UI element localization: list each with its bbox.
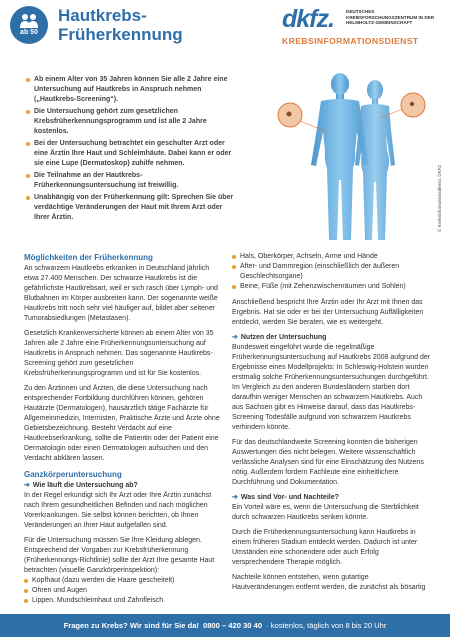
list-item: Ohren und Augen [24,586,224,596]
logo-wordmark: dkfz. [282,5,334,33]
page-title [58,6,228,44]
people-icon [18,13,40,29]
paragraph: Nachteile können entstehen, wenn gutartige Hautveränderungen entfernt werden, die zunächst als bösartig [232,574,426,591]
dkfz-logo [282,6,447,56]
body-illustration [245,70,445,245]
age-badge [10,6,48,44]
section-heading: Möglichkeiten der Früherkennung [24,253,153,262]
paragraph: Für das deutschlandweite Screening konnten die bisherigen Auswertungen dies nicht belegen. Weitere wissenschaftlich verlässliche Analysen sind für eine Einschätzung des Nutzens nötig. Außerdem fordern Fachleute eine einheitlichere Durchführung und Dokumentation. [232,439,424,486]
list-item: After- und Dammregion (einschließlich der äußeren Geschlechtsorgane) [232,262,432,282]
header [0,0,450,72]
hotline-footer [0,614,450,637]
section-heading: Ganzkörperuntersuchung [24,470,122,479]
right-column [232,252,432,598]
subheading: ➔ Nutzen der Untersuchung [232,334,327,341]
intro-item: Unabhängig von der Früherkennung gilt: Sprechen Sie über verdächtige Veränderungen der Haut mit Ihrem Arzt oder Ihrer Ärztin. [26,193,238,223]
body-area-list [232,252,432,292]
paragraph: Gesetzlich Krankenversicherte können ab einem Alter von 35 Jahren alle 2 Jahre eine Früherkennungsuntersuchung auf Hautkrebs in Anspruch nehmen. Das sogenannte Hautkrebs-Screening gehört zum gesetzlichen Krebsfrüherkennungsprogramm und ist für Sie kostenlos. [24,330,214,377]
paragraph: An schwarzem Hautkrebs erkranken in Deutschland jährlich etwa 27.400 Menschen. Der schwarze Hautkrebs ist die gefährlichste Hautkrebsart, weil er sich rasch über Lymph- und Blutbahnen im Körper ausbreiten kann. Der sogenannte weiße Hautkrebs tritt noch sehr viel häufiger auf, bildet aber seltener Tumorabsiedlungen (Metastasen). [24,265,218,322]
logo-kid: KREBSINFORMATIONSDIENST [282,36,419,46]
left-column [24,252,224,606]
logo-subtitle: DEUTSCHES KREBSFORSCHUNGSZENTRUM IN DER HELMHOLTZ-GEMEINSCHAFT [346,9,435,26]
footer-question: Fragen zu Krebs? Wir sind für Sie da! [63,621,199,630]
paragraph: Anschließend bespricht Ihre Ärztin oder Ihr Arzt mit Ihnen das Ergebnis. Hat sie oder er bei der Untersuchung Auffälligkeiten entdeckt, werden Sie beraten, wie es weitergeht. [232,299,424,326]
paragraph: Ein Vorteil wäre es, wenn die Untersuchung die Sterblichkeit durch schwarzen Hautkrebs senken könnte. [232,504,419,521]
paragraph: Zu den Ärztinnen und Ärzten, die diese Untersuchung nach entsprechender Fortbildung durchführen können, gehören Hautärzte (Dermatologen), hausärztlich tätige Fachärzte für Allgemeinmedizin, Internisten, Praktische Ärzte und Ärzte ohne Gebietsbezeichnung. Besteht Verdacht auf eine Hautkrebserkrankung, sollte die Patientin oder der Patient eine Dermatologin oder einen Dermatologen aufsuchen und den Verdacht abklären lassen. [24,385,220,462]
hotline-number[interactable]: 0800 – 420 30 40 [202,621,263,630]
image-copyright: © Krebsinformationsdienst, DKFZ [437,164,442,232]
intro-item: Ab einem Alter von 35 Jahren können Sie alle 2 Jahre eine Untersuchung auf Hautkrebs in Anspruch nehmen („Hautkrebs-Screening“). [26,75,238,105]
paragraph: In der Regel erkundigt sich Ihr Arzt oder Ihre Ärztin zunächst nach Ihrem gesundheitlichen Befinden und nach möglichen Vorerkrankungen. Sie selbst können berichten, ob Ihnen Veränderungen an Ihrer Haut aufgefallen sind. [24,492,212,529]
list-item: Lippen, Mundschleimhaut und Zahnfleisch [24,596,224,606]
intro-item: Bei der Untersuchung betrachtet ein geschulter Arzt oder eine Ärztin Ihre Haut und Schleimhäute. Dabei kann er oder sie eine Lupe (Dermatoskop) zuhilfe nehmen. [26,139,238,169]
subheading: ➔ Wie läuft die Untersuchung ab? [24,482,138,489]
paragraph: Bundesweit eingeführt wurde die regelmäßige Früherkennungsuntersuchung auf Hautkrebs 2008 aufgrund der Ergebnisse eines Modellprojekts: In Schleswig-Holstein wurden erstmalig solche Früherkennungsuntersuchungen durchgeführt. Im Vergleich zu den anderen Bundesländern starben dort daraufhin weniger Menschen an schwarzem Hautkrebs. Auch aus Sachsen gibt es Hinweise darauf, dass das Hautkrebs-Screening Todesfälle aufgrund von schwarzem Hautkrebs verhindern könnte. [232,344,431,431]
arrow-icon: ➔ [232,494,238,501]
subheading: ➔ Was sind Vor- und Nachteile? [232,494,339,501]
list-item: Beine, Füße (mit Zehenzwischenräumen und Sohlen) [232,282,432,292]
title-line-2: Früherkennung [58,25,183,44]
badge-label: ab 50 [20,29,38,36]
list-item: Kopfhaut (dazu werden die Haare gescheitelt) [24,576,224,586]
paragraph: Für die Untersuchung müssen Sie Ihre Kleidung ablegen. Entsprechend der Vorgaben zur Krebsfrüherkennung (Früherkennungs-Richtlinie) sollte der Arzt Ihre gesamte Haut betrachten (visuelle Ganzkörperinspektion): [24,537,215,574]
list-item: Hals, Oberkörper, Achseln, Arme und Hände [232,252,432,262]
female-figure [355,80,395,240]
paragraph: Durch die Früherkennungsuntersuchung kann Hautkrebs in einem früheren Stadium entdeckt werden. Dadurch ist unter Umständen eine schonendere oder auch Erfolg versprechendere Therapie möglich. [232,529,418,566]
intro-list [26,75,238,225]
intro-item: Die Teilnahme an der Hautkrebs-Früherkennungsuntersuchung ist freiwillig. [26,171,238,191]
arrow-icon: ➔ [232,334,238,341]
footer-hours: · kostenlos, täglich von 8 bis 20 Uhr [266,621,387,630]
arrow-icon: ➔ [24,482,30,489]
body-area-list [24,576,224,606]
intro-item: Die Untersuchung gehört zum gesetzlichen Krebsfrüherkennungsprogramm und ist alle 2 Jahre kostenlos. [26,107,238,137]
title-line-1: Hautkrebs- [58,6,147,25]
